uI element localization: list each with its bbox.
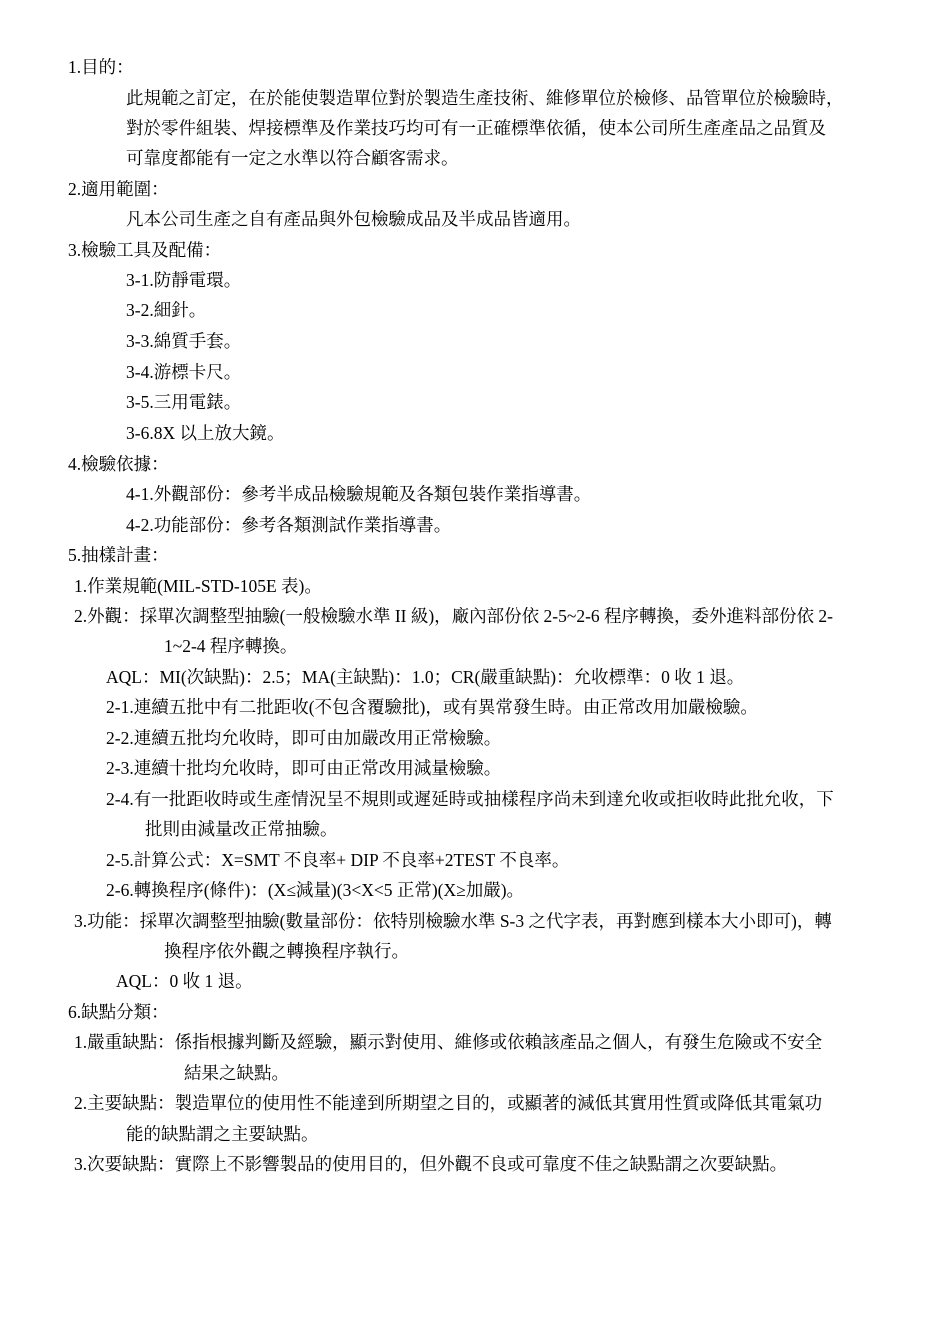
section-2-line-1: 凡本公司生產之自有產品與外包檢驗成品及半成品皆適用。	[126, 209, 581, 229]
section-4-item: 4-2.功能部份：參考各類測試作業指導書。	[126, 515, 452, 535]
section-3-item: 3-2.細針。	[126, 300, 207, 320]
section-5-sub-item: 2-1.連續五批中有二批距收(不包含覆驗批)，或有異常發生時。由正常改用加嚴檢驗。	[106, 697, 758, 717]
section-1-line-3: 可靠度都能有一定之水準以符合顧客需求。	[126, 148, 459, 168]
section-3-item: 3-3.綿質手套。	[126, 331, 242, 351]
section-5-item-2-line-1: 2.外觀：採單次調整型抽驗(一般檢驗水準 II 級)，廠內部份依 2-5~2-6 程序轉換，委外進料部份依 2-	[74, 606, 834, 626]
section-5-heading: 5.抽樣計畫：	[68, 545, 169, 565]
section-5-item-2-line-2: 1~2-4 程序轉換。	[164, 636, 298, 656]
section-5-item-3-line-2: 換程序依外觀之轉換程序執行。	[164, 941, 409, 961]
section-5-sub-2-4-line-1: 2-4.有一批距收時或生產情況呈不規則或遲延時或抽樣程序尚未到達允收或拒收時此批允收，下	[106, 789, 834, 809]
section-5-aql-3: AQL：0 收 1 退。	[116, 971, 253, 991]
section-1-line-1: 此規範之訂定，在於能使製造單位對於製造生產技術、維修單位於檢修、品管單位於檢驗時，	[126, 88, 844, 108]
section-6-heading: 6.缺點分類：	[68, 1002, 169, 1022]
section-3-heading: 3.檢驗工具及配備：	[68, 240, 222, 260]
section-5-item-1: 1.作業規範(MIL-STD-105E 表)。	[74, 576, 322, 596]
section-4-item: 4-1.外觀部份：參考半成品檢驗規範及各類包裝作業指導書。	[126, 484, 592, 504]
section-6-item-1-line-1: 1.嚴重缺點：係指根據判斷及經驗，顯示對使用、維修或依賴該產品之個人，有發生危險或不安全	[74, 1032, 823, 1052]
section-6-item-1-line-2: 結果之缺點。	[184, 1063, 289, 1083]
section-6-item-2-line-2: 能的缺點謂之主要缺點。	[126, 1124, 319, 1144]
section-3-item: 3-4.游標卡尺。	[126, 362, 242, 382]
section-3-item: 3-6.8X 以上放大鏡。	[126, 423, 285, 443]
section-5-sub-2-5: 2-5.計算公式：X=SMT 不良率+ DIP 不良率+2TEST 不良率。	[106, 850, 570, 870]
section-6-item-3: 3.次要缺點：實際上不影響製品的使用目的，但外觀不良或可靠度不佳之缺點謂之次要缺點。	[74, 1154, 788, 1174]
section-5-item-3-line-1: 3.功能：採單次調整型抽驗(數量部份：依特別檢驗水準 S-3 之代字表，再對應到樣本大小即可)，轉	[74, 911, 832, 931]
section-6-item-2-line-1: 2.主要缺點：製造單位的使用性不能達到所期望之目的，或顯著的減低其實用性質或降低其電氣功	[74, 1093, 823, 1113]
section-1-line-2: 對於零件組裝、焊接標準及作業技巧均可有一正確標準依循，使本公司所生產產品之品質及	[126, 118, 826, 138]
section-5-sub-2-6: 2-6.轉換程序(條件)：(X≤減量)(3<X<5 正常)(X≥加嚴)。	[106, 880, 525, 900]
section-1-heading: 1.目的：	[68, 57, 134, 77]
section-3-item: 3-5.三用電錶。	[126, 392, 242, 412]
section-3-item: 3-1.防靜電環。	[126, 270, 242, 290]
section-4-heading: 4.檢驗依據：	[68, 454, 169, 474]
section-2-heading: 2.適用範圍：	[68, 179, 169, 199]
section-5-sub-item: 2-3.連續十批均允收時，即可由正常改用減量檢驗。	[106, 758, 502, 778]
section-5-aql: AQL：MI(次缺點)：2.5；MA(主缺點)：1.0；CR(嚴重缺點)：允收標準：0 收 1 退。	[106, 667, 745, 687]
section-5-sub-2-4-line-2: 批則由減量改正常抽驗。	[145, 819, 338, 839]
section-5-sub-item: 2-2.連續五批均允收時，即可由加嚴改用正常檢驗。	[106, 728, 502, 748]
